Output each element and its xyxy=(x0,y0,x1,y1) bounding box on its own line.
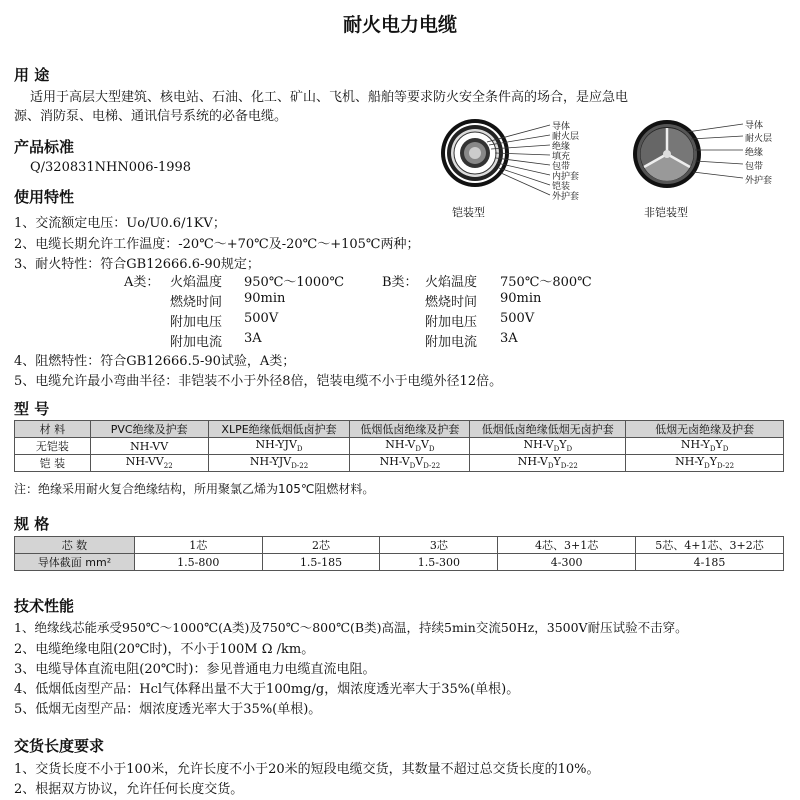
performance-item-5: 5、低烟无卤型产品：烟浓度透光率大于35%(单根)。 xyxy=(14,702,322,717)
models-header-xlpe: XLPE绝缘低烟低卤护套 xyxy=(208,421,350,438)
armored-label-inner-sheath: 内护套 xyxy=(552,172,580,182)
unarmored-label-outer-sheath: 外护套 xyxy=(745,176,773,186)
unarmored-label-conductor: 导体 xyxy=(745,121,764,131)
models-header-material: 材 料 xyxy=(15,421,91,438)
models-note: 注：绝缘采用耐火复合绝缘结构，所用聚氯乙烯为105℃阻燃材料。 xyxy=(14,482,375,496)
model-cell: $NH-Y_DY_D$ xyxy=(626,438,784,455)
class-b-label: B类： xyxy=(382,275,418,290)
specs-cell: 1.5-300 xyxy=(380,554,498,571)
specs-row-label-section: 导体截面 mm² xyxy=(15,554,135,571)
armored-label-outer-sheath: 外护套 xyxy=(552,192,580,202)
class-b-key-3: 附加电流 xyxy=(425,335,478,350)
model-cell: $NH-V_DV_{D-22}$ xyxy=(350,455,470,472)
specs-cell: 4-300 xyxy=(498,554,636,571)
class-a-label: A类： xyxy=(124,275,160,290)
specs-row-label-cores: 芯 数 xyxy=(15,537,135,554)
specs-cell: 5芯、4+1芯、3+2芯 xyxy=(636,537,784,554)
armored-cable-diagram xyxy=(441,119,550,195)
class-b-val-3: 3A xyxy=(500,331,518,346)
characteristics-heading: 使用特性 xyxy=(14,188,75,206)
specs-cell: 1.5-185 xyxy=(262,554,380,571)
specs-cell: 2芯 xyxy=(262,537,380,554)
models-row-label: 无铠装 xyxy=(15,438,91,455)
class-b-key-0: 火焰温度 xyxy=(425,275,478,290)
specs-heading: 规 格 xyxy=(14,515,50,533)
class-a-val-2: 500V xyxy=(244,311,279,326)
model-cell: $NH-VV_{22}$ xyxy=(90,455,208,472)
specs-cell: 1.5-800 xyxy=(134,554,262,571)
class-a-val-3: 3A xyxy=(244,331,262,346)
model-cell: $NH-V_DV_D$ xyxy=(350,438,470,455)
armored-label-armor: 铠装 xyxy=(552,182,571,192)
models-header-pvc: PVC绝缘及护套 xyxy=(90,421,208,438)
model-cell: $NH-YJV_{D-22}$ xyxy=(208,455,350,472)
usage-text-line2: 源、消防泵、电梯、通讯信号系统的必备电缆。 xyxy=(14,109,288,124)
model-cell: $NH-V_DY_{D-22}$ xyxy=(470,455,626,472)
performance-item-2: 2、电缆绝缘电阻(20℃时)，不小于100M Ω /km。 xyxy=(14,642,315,657)
model-cell: $NH-YJV_D$ xyxy=(208,438,350,455)
armored-label-tape: 包带 xyxy=(552,162,571,172)
class-a-key-1: 燃烧时间 xyxy=(170,295,223,310)
class-a-key-0: 火焰温度 xyxy=(170,275,223,290)
unarmored-label-fire-layer: 耐火层 xyxy=(745,134,773,144)
characteristic-item-3: 3、耐火特性：符合GB12666.6-90规定； xyxy=(14,257,260,272)
characteristic-item-5: 5、电缆允许最小弯曲半径：非铠装不小于外径8倍，铠装电缆不小于电缆外径12倍。 xyxy=(14,374,503,389)
delivery-item-1: 1、交货长度不小于100米，允许长度不小于20米的短段电缆交货，其数量不超过总交货长度的10%。 xyxy=(14,762,600,777)
performance-item-4: 4、低烟低卤型产品：Hcl气体释出量不大于100mg/g，烟浓度透光率大于35%(单根)。 xyxy=(14,682,520,697)
delivery-item-2: 2、根据双方协议，允许任何长度交货。 xyxy=(14,782,244,797)
table-row xyxy=(15,537,784,554)
specs-cell: 3芯 xyxy=(380,537,498,554)
models-header-zero-halogen: 低烟无卤绝缘及护套 xyxy=(626,421,784,438)
table-row xyxy=(15,438,784,455)
models-header-lshf-sheath: 低烟低卤绝缘低烟无卤护套 xyxy=(470,421,626,438)
delivery-heading: 交货长度要求 xyxy=(14,737,105,755)
table-row xyxy=(15,554,784,571)
class-b-key-2: 附加电压 xyxy=(425,315,478,330)
models-header-row xyxy=(15,421,784,438)
armored-label-filler: 填充 xyxy=(552,152,571,162)
performance-item-3: 3、电缆导体直流电阻(20℃时)：参见普通电力电缆直流电阻。 xyxy=(14,662,376,677)
class-b-key-1: 燃烧时间 xyxy=(425,295,478,310)
class-b-val-1: 90min xyxy=(500,291,542,306)
usage-text-line1: 适用于高层大型建筑、核电站、石油、化工、矿山、飞机、船舶等要求防火安全条件高的场合，是应急电 xyxy=(30,90,629,105)
unarmored-label-tape: 包带 xyxy=(745,162,764,172)
unarmored-cable-diagram xyxy=(633,120,743,188)
characteristic-item-2: 2、电缆长期允许工作温度：-20℃～+70℃及-20℃～+105℃两种； xyxy=(14,237,420,252)
armored-label-fire-layer: 耐火层 xyxy=(552,132,580,142)
armored-label-insulation: 绝缘 xyxy=(552,142,571,152)
model-cell: NH-VV xyxy=(90,438,208,455)
performance-heading: 技术性能 xyxy=(14,597,75,615)
model-cell: $NH-V_DY_D$ xyxy=(470,438,626,455)
specs-table xyxy=(14,536,784,571)
page-title: 耐火电力电缆 xyxy=(342,14,457,36)
class-a-val-1: 90min xyxy=(244,291,286,306)
class-a-key-3: 附加电流 xyxy=(170,335,223,350)
characteristic-item-4: 4、阻燃特性：符合GB12666.5-90试验，A类； xyxy=(14,354,296,369)
specs-cell: 4芯、3+1芯 xyxy=(498,537,636,554)
model-cell: $NH-Y_DY_{D-22}$ xyxy=(626,455,784,472)
armored-caption: 铠装型 xyxy=(452,206,485,219)
performance-item-1: 1、绝缘线芯能承受950℃～1000℃(A类)及750℃～800℃(B类)高温，持续5min交流50Hz，3500V耐压试验不击穿。 xyxy=(14,620,688,635)
class-b-val-2: 500V xyxy=(500,311,535,326)
standard-value: Q/320831NHN006-1998 xyxy=(30,160,192,175)
characteristic-item-1: 1、交流额定电压：Uo/U0.6/1KV； xyxy=(14,216,226,231)
class-a-val-0: 950℃～1000℃ xyxy=(244,275,344,290)
standard-heading: 产品标准 xyxy=(14,138,75,156)
specs-cell: 4-185 xyxy=(636,554,784,571)
table-row xyxy=(15,455,784,472)
usage-heading: 用 途 xyxy=(14,66,50,84)
armored-label-conductor: 导体 xyxy=(552,122,571,132)
class-a-key-2: 附加电压 xyxy=(170,315,223,330)
models-heading: 型 号 xyxy=(14,400,50,418)
models-row-label: 铠 装 xyxy=(15,455,91,472)
class-b-val-0: 750℃～800℃ xyxy=(500,275,592,290)
specs-cell: 1芯 xyxy=(134,537,262,554)
models-table xyxy=(14,420,784,472)
unarmored-caption: 非铠装型 xyxy=(644,206,688,219)
models-header-low-smoke-low-halogen: 低烟低卤绝缘及护套 xyxy=(350,421,470,438)
unarmored-label-insulation: 绝缘 xyxy=(745,148,764,158)
